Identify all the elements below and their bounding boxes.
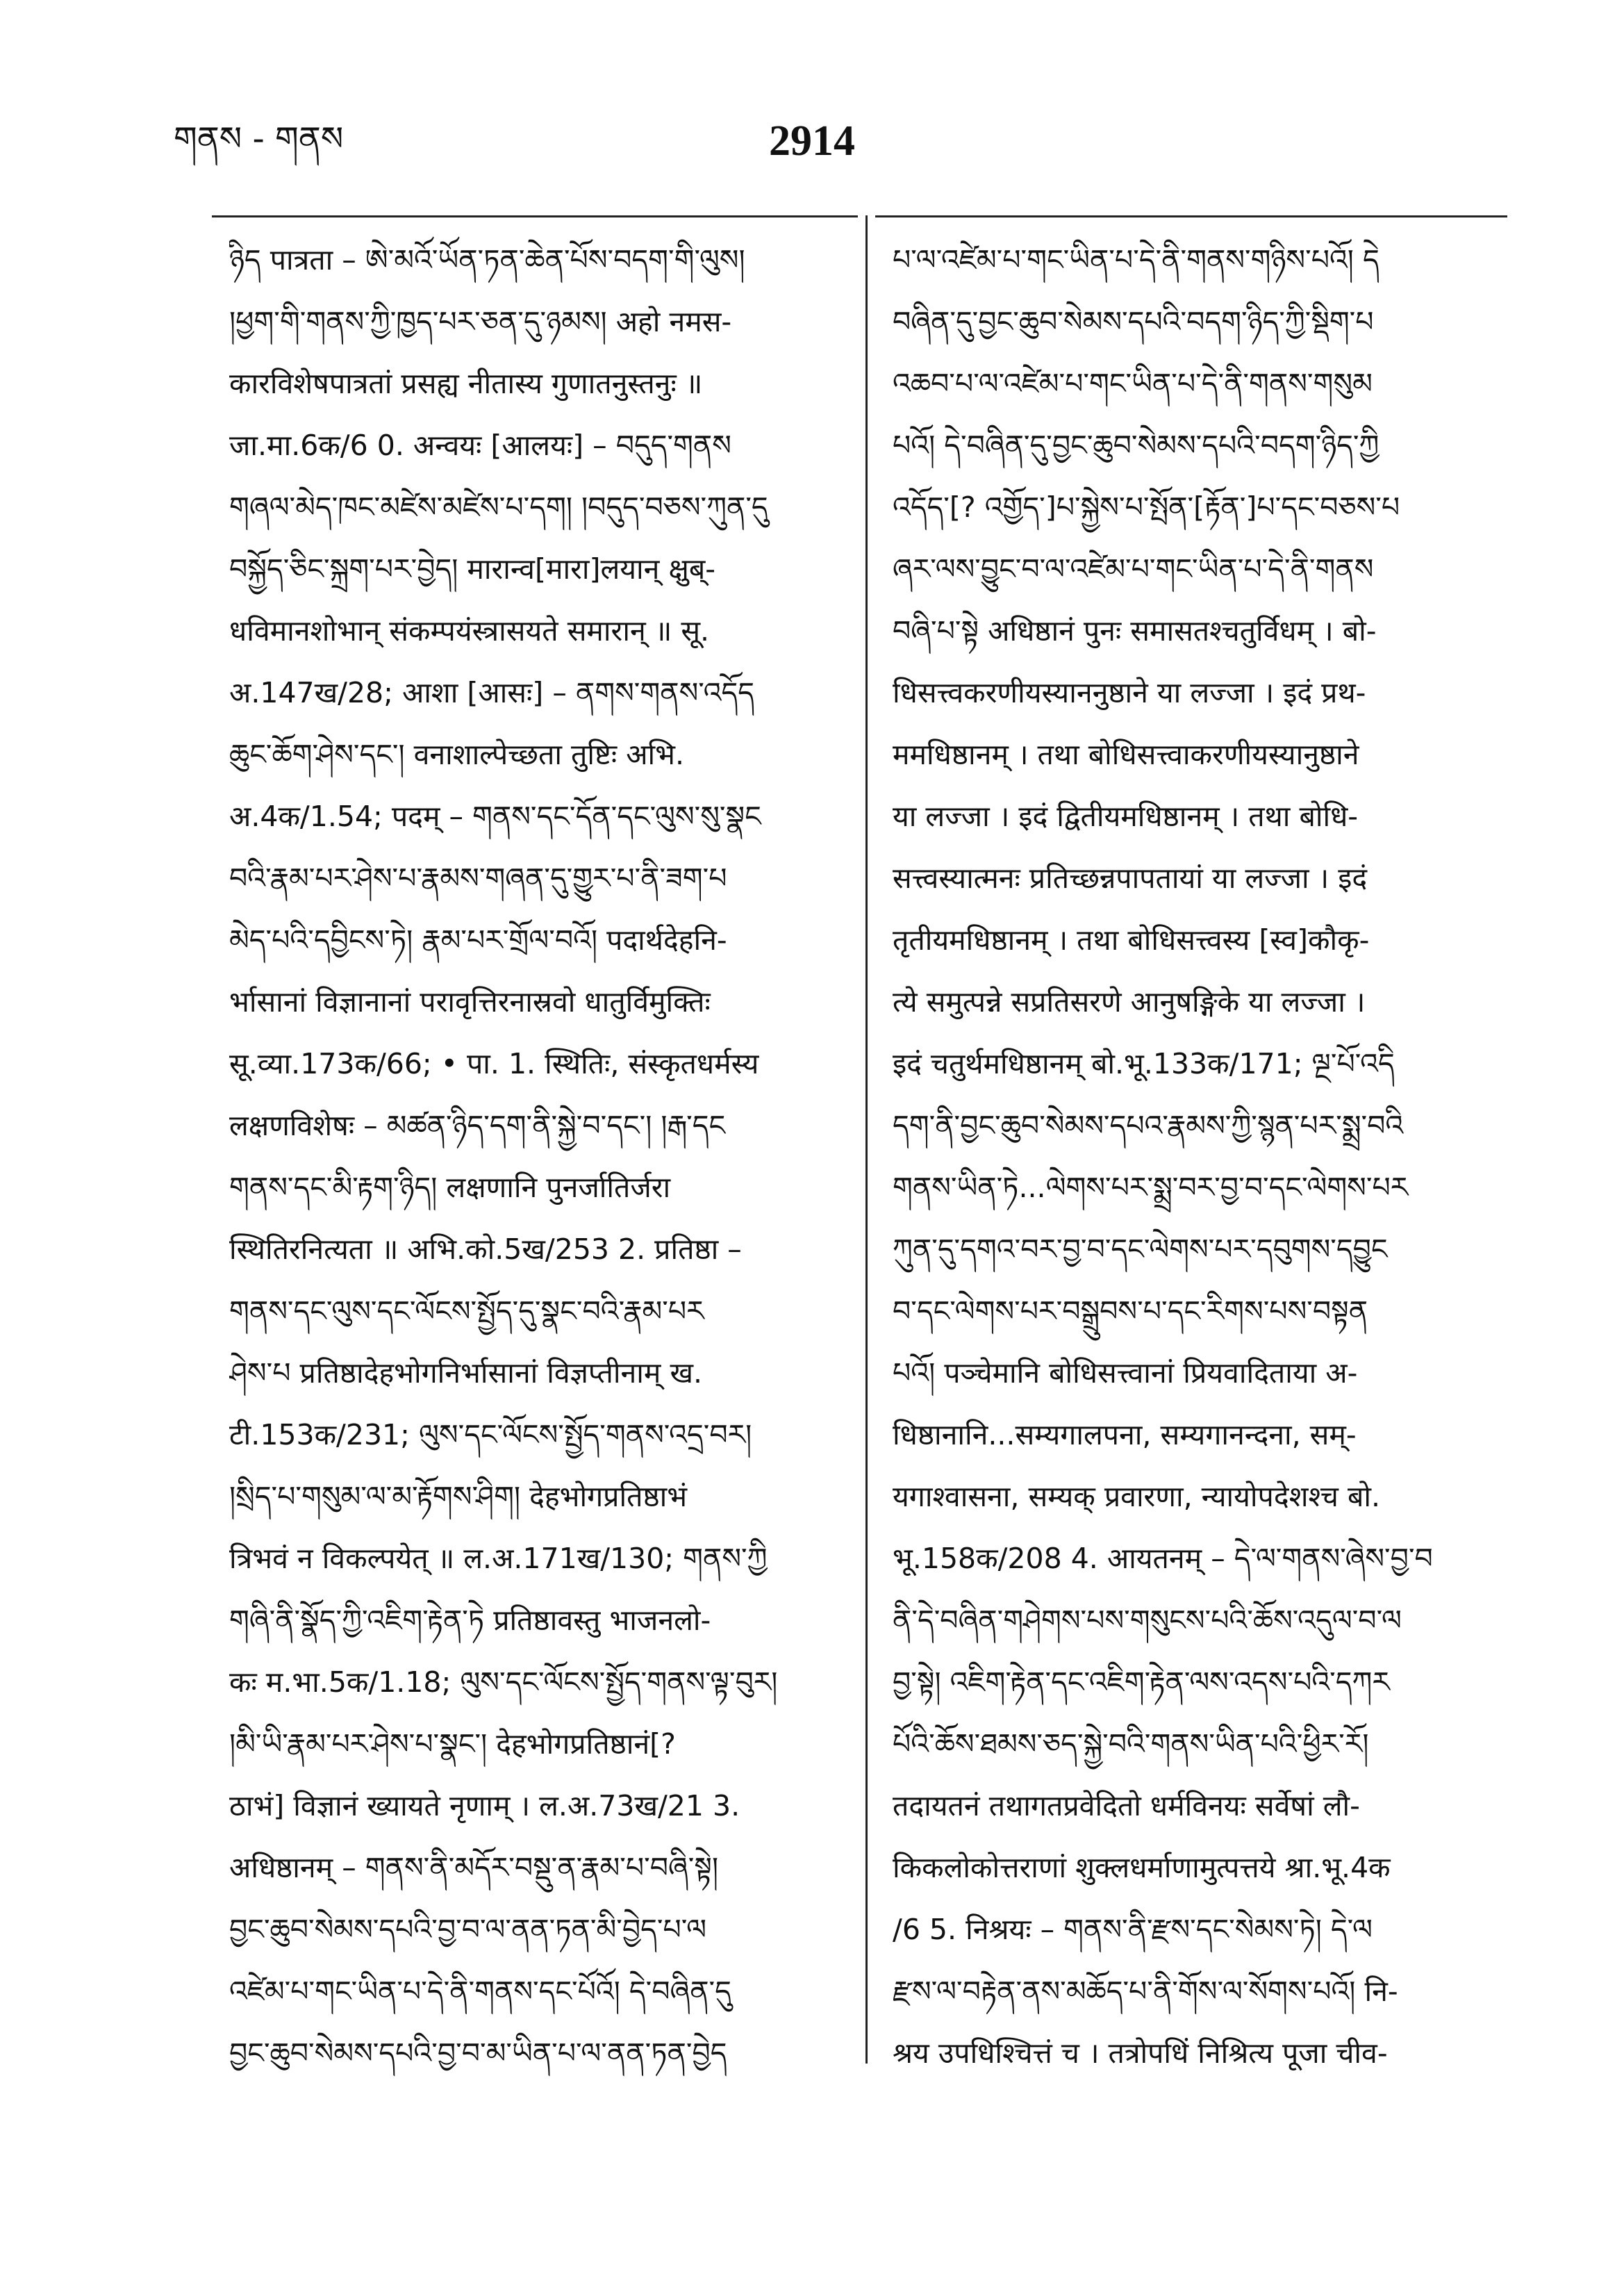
text-line: །སྲིད་པ་གསུམ་ལ་མ་རྟོགས་ཤིག། देहभोगप्रतिष्ठाभं: [229, 1480, 688, 1513]
text-line: འཛེམ་པ་གང་ཡིན་པ་དེ་ནི་གནས་དང་པོའོ། དེ་བཞིན་དུ: [229, 1975, 731, 2008]
text-line: ममधिष्ठानम् । तथा बोधिसत्त्वाकरणीयस्यानुष्ठाने: [893, 738, 1359, 771]
text-line: कारविशेषपात्रतां प्रसह्य नीतास्य गुणातनुस्तनुः ॥: [229, 367, 703, 400]
text-line: धविमानशोभान् संकम्पयंस्त्रासयते समारान् ॥ सू.: [229, 614, 710, 648]
text-line: འཆབ་པ་ལ་འཛེམ་པ་གང་ཡིན་པ་དེ་ནི་གནས་གསུམ: [893, 367, 1373, 400]
text-line: བྱང་ཆུབ་སེམས་དཔའི་བྱ་བ་ལ་ནན་ཏན་མི་བྱེད་པ་ལ: [229, 1913, 707, 1946]
text-line: यगाश्वासना, सम्यक् प्रवारणा, न्यायोपदेशश्च बो.: [893, 1480, 1381, 1513]
text-line: भू.158क/208 4. आयतनम् – དེ་ལ་གནས་ཞེས་བྱ་བ: [893, 1542, 1433, 1575]
text-line: सत्त्वस्यात्मनः प्रतिच्छन्नपापतायां या लज्जा । इदं: [893, 862, 1368, 895]
text-line: མེད་པའི་དབྱིངས་ཏེ། རྣམ་པར་གྲོལ་བའོ། पदार्थदेहनि-: [229, 923, 727, 957]
text-line: གནས་དང་མི་རྟག་ཉིད། लक्षणानि पुनर्जातिर्जरा: [229, 1171, 671, 1204]
text-line: པའོ། དེ་བཞིན་དུ་བྱང་ཆུབ་སེམས་དཔའི་བདག་ཉིད་ཀྱི: [893, 429, 1379, 462]
text-line: ནི་དེ་བཞིན་གཤེགས་པས་གསུངས་པའི་ཆོས་འདུལ་བ་ལ: [893, 1604, 1402, 1637]
left-column: [229, 229, 854, 2084]
text-line: བྱ་སྟེ། འཇིག་རྟེན་དང་འཇིག་རྟེན་ལས་འདས་པའི་དཀར: [893, 1665, 1390, 1699]
text-line: कः म.भा.5क/1.18; ལུས་དང་ལོངས་སྤྱོད་གནས་ལྟ་བུར།: [229, 1665, 778, 1699]
text-line: གཞི་ནི་སྣོད་ཀྱི་འཇིག་རྟེན་ཏེ प्रतिष्ठावस्तु भाजनलो-: [229, 1604, 711, 1637]
text-line: या लज्जा । इदं द्वितीयमधिष्ठानम् । तथा बोधि-: [893, 800, 1359, 833]
text-line: श्रय उपधिश्चित्तं च । तत्रोपधिं निश्रित्य पूजा चीव-: [893, 2036, 1388, 2070]
text-line: པོའི་ཆོས་ཐམས་ཅད་སྐྱེ་བའི་གནས་ཡིན་པའི་ཕྱིར་རོ།: [893, 1727, 1369, 1761]
text-line: लक्षणविशेषः – མཚན་ཉིད་དག་ནི་སྐྱེ་བ་དང་། །རྒ་དང: [229, 1109, 726, 1142]
text-line: ཀུན་དུ་དགའ་བར་བྱ་བ་དང་ལེགས་པར་དབུགས་དབྱུང: [893, 1233, 1388, 1266]
text-line: अ.4क/1.54; पदम् – གནས་དང་དོན་དང་ལུས་སུ་སྣང: [229, 800, 761, 833]
text-line: ཞར་ལས་བྱུང་བ་ལ་འཛེམ་པ་གང་ཡིན་པ་དེ་ནི་གནས: [893, 552, 1374, 586]
text-line: जा.मा.6क/6 0. अन्वयः [आलयः] – བདུད་གནས: [229, 429, 731, 462]
text-line: धिसत्त्वकरणीयस्याननुष्ठाने या लज्जा । इदं प्रथ-: [893, 676, 1366, 709]
text-line: པ་ལ་འཛེམ་པ་གང་ཡིན་པ་དེ་ནི་གནས་གཉིས་པའོ། དེ: [893, 243, 1379, 277]
header-rule-right: [875, 215, 1507, 217]
text-line: ཆུང་ཆོག་ཤེས་དང་། वनाशाल्पेच्छता तुष्टिः अभि.: [229, 738, 685, 771]
text-line: सू.व्या.173क/66; • पा. 1. स्थितिः, संस्कृतधर्मस्य: [229, 1047, 759, 1080]
header-rule-left: [212, 215, 858, 217]
text-line: དག་ནི་བྱང་ཆུབ་སེམས་དཔའ་རྣམས་ཀྱི་སྙན་པར་སྨྲ་བའི: [893, 1109, 1404, 1142]
text-line: བའི་རྣམ་པར་ཤེས་པ་རྣམས་གཞན་དུ་གྱུར་པ་ནི་ཟག་པ: [229, 862, 727, 895]
text-line: अधिष्ठानम् – གནས་ནི་མདོར་བསྡུ་ན་རྣམ་པ་བཞི་སྟེ།: [229, 1851, 719, 1884]
text-line: ཤེས་པ प्रतिष्ठादेहभोगनिर्भासानां विज्ञप्तीनाम् ख.: [229, 1356, 703, 1390]
text-line: त्ये समुत्पन्ने सप्रतिसरणे आनुषङ्गिके या लज्जा ।: [893, 985, 1366, 1019]
text-line: र्भासानां विज्ञानानां परावृत्तिरनास्रवो धातुर्विमुक्तिः: [229, 985, 711, 1019]
text-line: གཞལ་མེད་ཁང་མཛེས་མཛེས་པ་དག། །བདུད་བཅས་ཀུན་དུ: [229, 491, 768, 524]
running-head: གནས - གནས: [174, 120, 344, 158]
text-line: तृतीयमधिष्ठानम् । तथा बोधिसत्त्वस्य [स्व]कौकृ-: [893, 923, 1370, 957]
text-line: तदायतनं तथागतप्रवेदितो धर्मविनयः सर्वेषां लौ-: [893, 1789, 1360, 1822]
text-line: །མི་ཡི་རྣམ་པར་ཤེས་པ་སྣང་། देहभोगप्रतिष्ठानं[?: [229, 1727, 676, 1761]
column-divider: [865, 215, 868, 2064]
text-line: བྱང་ཆུབ་སེམས་དཔའི་བྱ་བ་མ་ཡིན་པ་ལ་ནན་ཏན་བྱེད: [229, 2036, 727, 2070]
page-number: 2914: [769, 117, 855, 165]
text-line: धिष्ठानानि...सम्यगालपना, सम्यगानन्दना, सम्-: [893, 1418, 1357, 1451]
text-line: स्थितिरनित्यता ॥ अभि.को.5ख/253 2. प्रतिष्ठा –: [229, 1233, 742, 1266]
text-line: བཞིན་དུ་བྱང་ཆུབ་སེམས་དཔའི་བདག་ཉིད་ཀྱི་སྡིག་པ: [893, 305, 1374, 338]
text-line: इदं चतुर्थमधिष्ठानम् बो.भू.133क/171; ལྔ་པོ་འདི: [893, 1047, 1395, 1080]
right-column: [893, 229, 1504, 2084]
text-line: टी.153क/231; ལུས་དང་ལོངས་སྤྱོད་གནས་འདྲ་བར།: [229, 1418, 752, 1451]
text-line: བཞི་པ་སྟེ अधिष्ठानं पुनः समासतश्चतुर्विधम् । बो-: [893, 614, 1377, 648]
text-line: པའོ། पञ्चेमानि बोधिसत्त्वानां प्रियवादिताया अ-: [893, 1356, 1358, 1390]
text-line: གནས་ཡིན་ཏེ...ལེགས་པར་སྨྲ་བར་བྱ་བ་དང་ལེགས་པར: [893, 1171, 1409, 1204]
text-line: किकलोकोत्तराणां शुक्लधर्माणामुत्पत्तये श्रा.भू.4क: [893, 1851, 1391, 1884]
text-line: རྫས་ལ་བརྟེན་ནས་མཆོད་པ་ནི་གོས་ལ་སོགས་པའོ། नि-: [893, 1975, 1398, 2008]
text-line: འདོད་[? འགྱོད་]པ་སྐྱེས་པ་སྤོན་[རྟོན་]པ་དང་བཅས་པ: [893, 491, 1400, 524]
text-line: त्रिभवं न विकल्पयेत् ॥ ल.अ.171ख/130; གནས་ཀྱི: [229, 1542, 768, 1575]
text-line: བསྐྱོད་ཅིང་སྐྲག་པར་བྱེད། मारान्व[मारा]लयान् क्षुब्-: [229, 552, 716, 586]
text-line: །ཕྱག་གི་གནས་ཀྱི་ཁྱད་པར་ཅན་དུ་ཉམས། अहो नमस-: [229, 305, 732, 338]
text-line: ཉིད पात्रता – ཨེ་མའོ་ཡོན་ཏན་ཆེན་པོས་བདག་གི་ལུས།: [229, 243, 745, 277]
text-line: ठाभं] विज्ञानं ख्यायते नृणाम् । ल.अ.73ख/21 3.: [229, 1789, 740, 1822]
text-line: གནས་དང་ལུས་དང་ལོངས་སྤྱོད་དུ་སྣང་བའི་རྣམ་པར: [229, 1294, 704, 1328]
text-line: अ.147ख/28; आशा [आसः] – ནགས་གནས་འདོད: [229, 676, 754, 709]
text-line: /6 5. निश्रयः – གནས་ནི་རྫས་དང་སེམས་ཏེ། དེ་ལ: [893, 1913, 1373, 1946]
text-line: བ་དང་ལེགས་པར་བསྒྲུབས་པ་དང་རིགས་པས་བསྟན: [893, 1294, 1368, 1328]
